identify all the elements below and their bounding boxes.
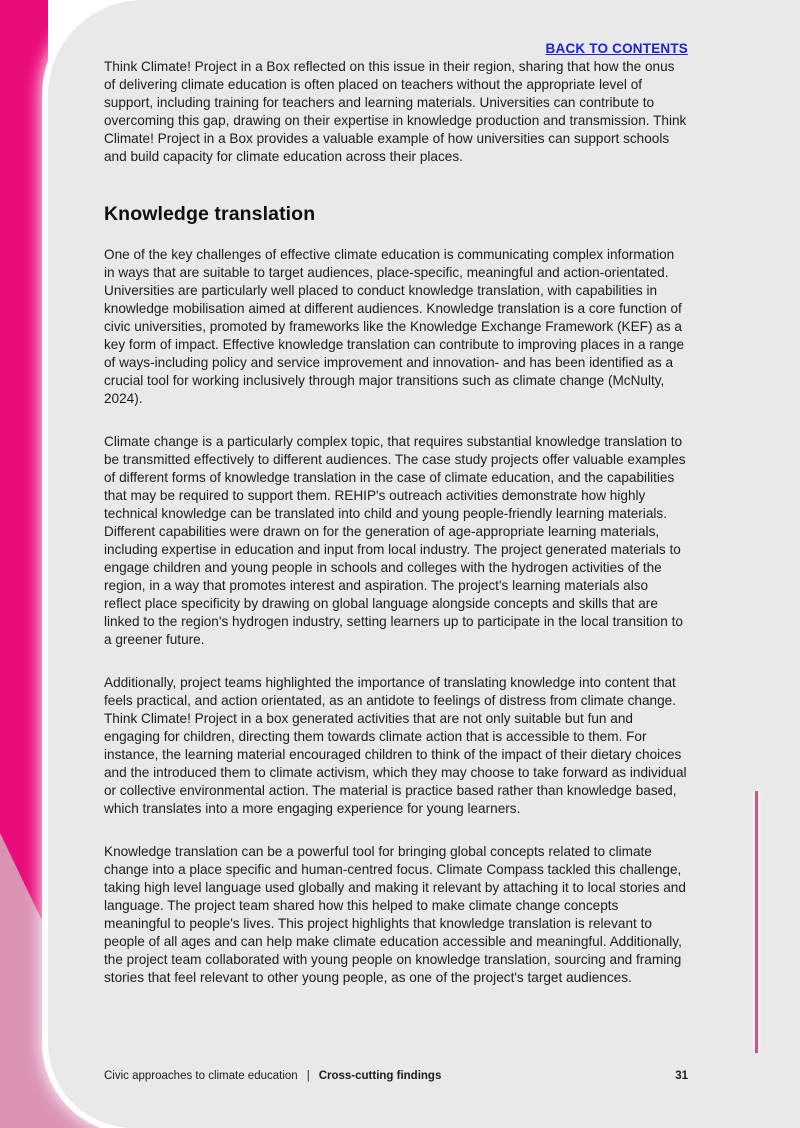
section-paragraph-2: Climate change is a particularly complex topic, that requires substantial knowledge translation to be transmitted effectively to different audiences. The case study projects offer valuable examples of different forms of knowledge translation in the case of climate education, and the capabilities that may be required to support them. REHIP's outreach activities demonstrate how highly technical knowledge can be translated into child and young people-friendly learning materials. Different capabilities were drawn on for the generation of age-appropriate learning materials, including expertise in education and input from local industry. The project generated materials to engage children and young people in schools and colleges with the hydrogen activities of the region, in a way that promotes interest and aspiration. The project's learning materials also reflect place specificity by drawing on global language alongside concepts and skills that are linked to the region's hydrogen industry, setting learners up to participate in the local transition to a greener future. xyxy=(104,434,686,647)
section-heading: Knowledge translation xyxy=(104,203,316,225)
intro-paragraph: Think Climate! Project in a Box reflected on this issue in their region, sharing that how the onus of delivering climate education is often placed on teachers without the appropriate level of support, including training for teachers and learning materials. Universities can contribute to overcoming this gap, drawing on their expertise in knowledge production and transmission. Think Climate! Project in a Box provides a valuable example of how universities can support schools and build capacity for climate education across their places. xyxy=(104,59,687,164)
page-footer xyxy=(104,1070,688,1082)
footer-doc-title: Civic approaches to climate education xyxy=(104,1070,298,1082)
footer-separator: | xyxy=(306,1070,310,1082)
section-paragraph-4: Knowledge translation can be a powerful tool for bringing global concepts related to climate change into a place specific and human-centred focus. Climate Compass tackled this challenge, taking high level language used globally and making it relevant by attaching it to local stories and language. The project team shared how this helped to make climate change concepts meaningful to people's lives. This project highlights that knowledge translation is relevant to people of all ages and can help make climate education accessible and meaningful. Additionally, the project team collaborated with young people on knowledge translation, sourcing and framing stories that feel relevant to other young people, as one of the project's target audiences. xyxy=(104,844,686,985)
footer-left xyxy=(104,1070,441,1082)
page-number: 31 xyxy=(675,1070,688,1082)
back-link-row xyxy=(104,0,688,58)
section-paragraph-3: Additionally, project teams highlighted the importance of translating knowledge into content that feels practical, and action orientated, as an antidote to feelings of distress from climate change. Think Climate! Project in a box generated activities that are not only suitable but fun and engaging for children, directing them towards climate action that is accessible to them. For instance, the learning material encouraged children to think of the impact of their dietary choices and the introduced them to climate activism, which they may choose to take forward as individual or collective environmental action. The material is practice based rather than knowledge based, which translates into a more engaging experience for young learners. xyxy=(104,675,687,816)
back-to-contents-link[interactable]: BACK TO CONTENTS xyxy=(545,41,688,56)
document-page xyxy=(48,0,800,1128)
right-pink-rule xyxy=(755,791,758,1053)
page-content xyxy=(48,0,800,987)
footer-section-title: Cross-cutting findings xyxy=(318,1070,442,1082)
section-paragraph-1: One of the key challenges of effective climate education is communicating complex information in ways that are suitable to target audiences, place-specific, meaningful and action-orientated. Universities are particularly well placed to conduct knowledge translation, with capabilities in knowledge mobilisation aimed at different audiences. Knowledge translation is a core function of civic universities, promoted by frameworks like the Knowledge Exchange Framework (KEF) as a key form of impact. Effective knowledge translation can contribute to improving places in a range of ways-including policy and service improvement and innovation- and has been identified as a crucial tool for working inclusively through major transitions such as climate change (McNulty, 2024). xyxy=(104,247,685,406)
